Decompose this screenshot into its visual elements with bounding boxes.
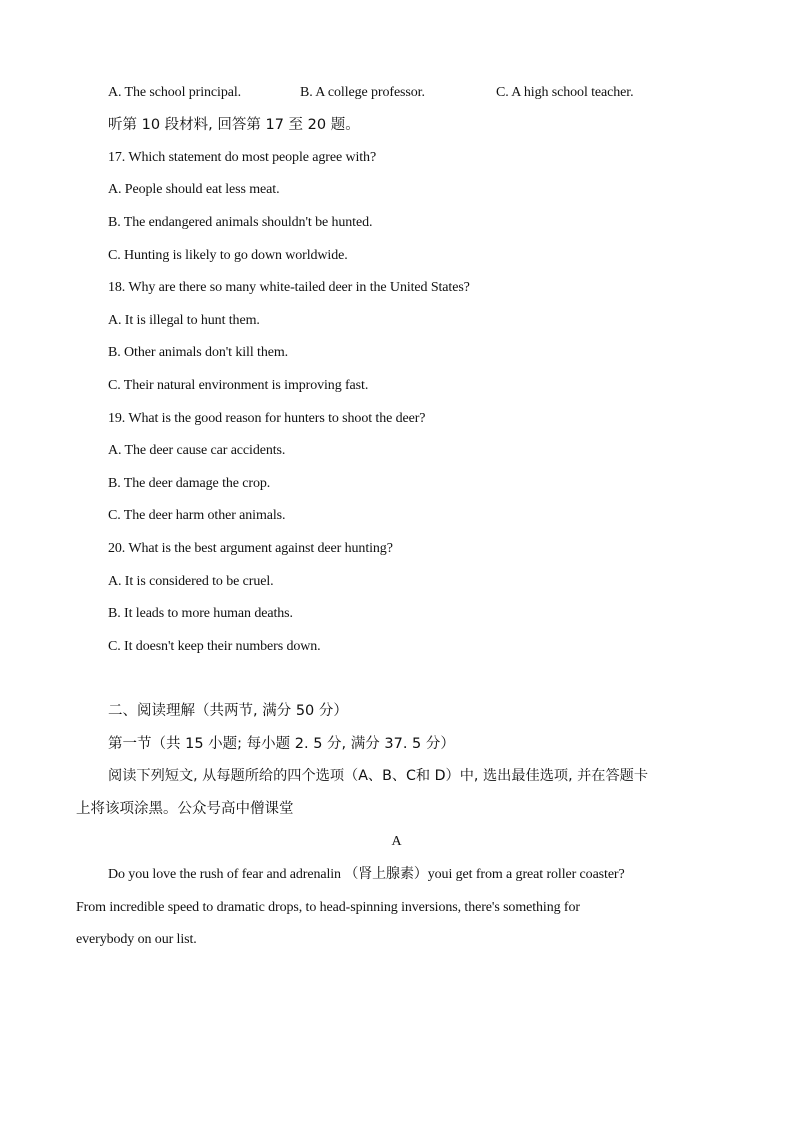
- question-17-option-a: A. People should eat less meat.: [108, 182, 280, 197]
- passage-line-2: From incredible speed to dramatic drops, to head-spinning inversions, there's something for: [76, 900, 580, 915]
- question-18-option-b: B. Other animals don't kill them.: [108, 345, 289, 360]
- question-17-stem: 17. Which statement do most people agree with?: [108, 150, 377, 165]
- question-19-option-b: B. The deer damage the crop.: [108, 476, 271, 491]
- question-20-option-a: A. It is considered to be cruel.: [108, 574, 274, 589]
- option-b: B. A college professor.: [300, 85, 425, 100]
- question-20-option-b: B. It leads to more human deaths.: [108, 606, 293, 621]
- question-17-option-c: C. Hunting is likely to go down worldwide.: [108, 248, 348, 263]
- instructions-line-2: 上将该项涂黑。公众号高中僧课堂: [76, 801, 294, 817]
- section-1-heading: 第一节（共 15 小题; 每小题 2. 5 分, 满分 37. 5 分）: [108, 736, 455, 752]
- part-2-heading: 二、阅读理解（共两节, 满分 50 分）: [108, 703, 348, 719]
- option-a: A. The school principal.: [108, 85, 242, 100]
- question-19-option-a: A. The deer cause car accidents.: [108, 443, 286, 458]
- question-18-option-a: A. It is illegal to hunt them.: [108, 313, 260, 328]
- question-16-options: [108, 84, 708, 102]
- passage-label: A: [391, 834, 402, 849]
- question-20-stem: 20. What is the best argument against deer hunting?: [108, 541, 393, 556]
- question-19-stem: 19. What is the good reason for hunters to shoot the deer?: [108, 411, 426, 426]
- question-18-option-c: C. Their natural environment is improving fast.: [108, 378, 369, 393]
- question-17-option-b: B. The endangered animals shouldn't be hunted.: [108, 215, 373, 230]
- instructions-line-1: 阅读下列短文, 从每题所给的四个选项（A、B、C和 D）中, 选出最佳选项, 并在答题卡: [108, 768, 649, 784]
- question-18-stem: 18. Why are there so many white-tailed deer in the United States?: [108, 280, 470, 295]
- passage-line-3: everybody on our list.: [76, 932, 197, 947]
- section-10-intro: 听第 10 段材料, 回答第 17 至 20 题。: [108, 117, 360, 133]
- passage-line-1: Do you love the rush of fear and adrenalin （肾上腺素）youi get from a great roller coaster?: [108, 867, 625, 882]
- option-c: C. A high school teacher.: [496, 85, 634, 100]
- question-19-option-c: C. The deer harm other animals.: [108, 508, 286, 523]
- question-20-option-c: C. It doesn't keep their numbers down.: [108, 639, 321, 654]
